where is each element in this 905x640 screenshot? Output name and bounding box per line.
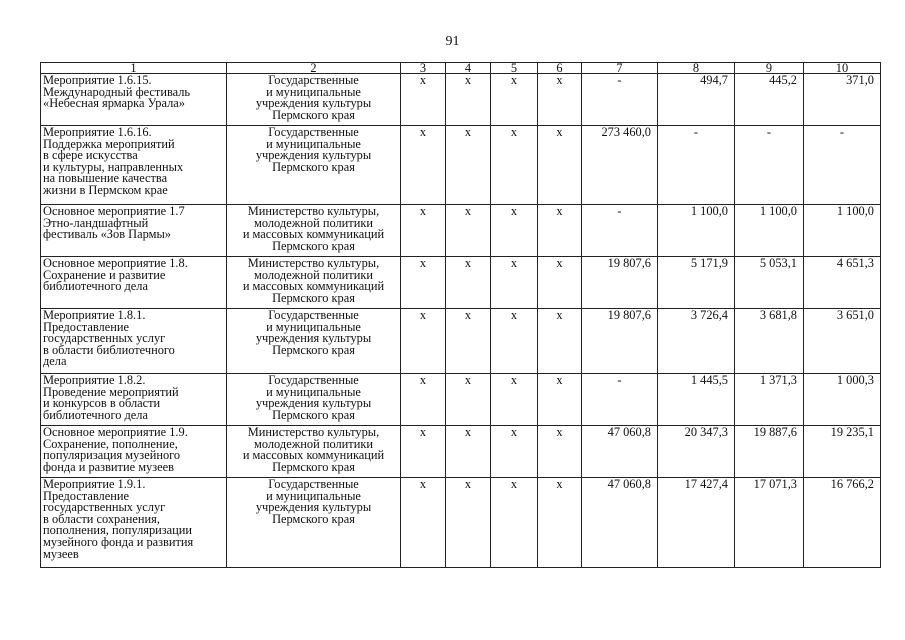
marker-cell: х bbox=[538, 74, 582, 126]
amount-cell: 19 887,6 bbox=[735, 426, 804, 478]
activity-name-cell bbox=[41, 426, 227, 478]
executor-line: Пермского края bbox=[272, 107, 355, 122]
marker-cell: х bbox=[538, 374, 582, 426]
executor-line: молодежной политики bbox=[254, 267, 373, 282]
executor-cell bbox=[227, 126, 401, 205]
activity-name-line: дела bbox=[43, 354, 67, 369]
amount-cell: 47 060,8 bbox=[582, 426, 658, 478]
executor-line: Государственные bbox=[268, 373, 359, 387]
activity-name-line: Мероприятие 1.9.1. bbox=[43, 477, 146, 491]
activity-name-line: фестиваль «Зов Пармы» bbox=[43, 227, 171, 242]
activity-name-cell bbox=[41, 205, 227, 257]
executor-line: Пермского края bbox=[272, 342, 355, 357]
marker-cell: х bbox=[538, 126, 582, 205]
executor-cell bbox=[227, 257, 401, 309]
budget-table bbox=[40, 62, 881, 568]
executor-line: и муниципальные bbox=[266, 84, 361, 99]
executor-line: Государственные bbox=[268, 125, 359, 139]
executor-cell bbox=[227, 374, 401, 426]
amount-cell: 3 681,8 bbox=[735, 309, 804, 374]
activity-name-line: государственных услуг bbox=[43, 500, 166, 515]
activity-name-line: Сохранение и развитие bbox=[43, 267, 166, 282]
activity-name-line: Сохранение, пополнение, bbox=[43, 436, 178, 451]
executor-line: Пермского края bbox=[272, 238, 355, 253]
executor-cell bbox=[227, 478, 401, 568]
executor-cell bbox=[227, 309, 401, 374]
activity-name-line: музеев bbox=[43, 546, 79, 561]
activity-name-line: на повышение качества bbox=[43, 171, 168, 186]
marker-cell: х bbox=[446, 426, 491, 478]
page-number: 91 bbox=[445, 34, 460, 49]
executor-line: и массовых коммуникаций bbox=[242, 448, 385, 463]
marker-cell: х bbox=[538, 205, 582, 257]
activity-name-line: Основное мероприятие 1.8. bbox=[43, 256, 188, 270]
column-header: 1 bbox=[41, 63, 227, 74]
table-row bbox=[41, 257, 881, 309]
executor-line: и массовых коммуникаций bbox=[242, 227, 385, 242]
marker-cell: х bbox=[401, 74, 446, 126]
amount-cell: 1 371,3 bbox=[735, 374, 804, 426]
column-header: 10 bbox=[804, 63, 881, 74]
table-row bbox=[41, 478, 881, 568]
amount-cell: 273 460,0 bbox=[582, 126, 658, 205]
amount-cell: 20 347,3 bbox=[658, 426, 735, 478]
activity-name-cell bbox=[41, 309, 227, 374]
amount-cell: - bbox=[735, 126, 804, 205]
activity-name-line: и конкурсов в области bbox=[43, 396, 161, 411]
table-row bbox=[41, 374, 881, 426]
activity-name-line: Основное мероприятие 1.7 bbox=[43, 204, 185, 218]
executor-line: молодежной политики bbox=[254, 215, 373, 230]
activity-name-line: государственных услуг bbox=[43, 331, 166, 346]
activity-name-line: в области библиотечного bbox=[43, 342, 175, 357]
marker-cell: х bbox=[538, 478, 582, 568]
table-row bbox=[41, 126, 881, 205]
executor-line: молодежной политики bbox=[254, 436, 373, 451]
executor-cell bbox=[227, 205, 401, 257]
activity-name-cell bbox=[41, 74, 227, 126]
marker-cell: х bbox=[491, 126, 538, 205]
marker-cell: х bbox=[401, 374, 446, 426]
column-header: 8 bbox=[658, 63, 735, 74]
column-header: 9 bbox=[735, 63, 804, 74]
marker-cell: х bbox=[491, 309, 538, 374]
activity-name-line: Этно-ландшафтный bbox=[43, 215, 149, 230]
marker-cell: х bbox=[491, 74, 538, 126]
activity-name-line: пополнения, популяризации bbox=[43, 523, 193, 538]
activity-name-line: Предоставление bbox=[43, 319, 129, 334]
executor-line: Министерство культуры, bbox=[247, 425, 380, 439]
executor-line: Государственные bbox=[268, 308, 359, 322]
column-header: 4 bbox=[446, 63, 491, 74]
activity-name-line: Мероприятие 1.6.15. bbox=[43, 73, 152, 87]
header-row bbox=[41, 63, 881, 74]
marker-cell: х bbox=[538, 426, 582, 478]
marker-cell: х bbox=[491, 478, 538, 568]
table-row bbox=[41, 74, 881, 126]
amount-cell: 494,7 bbox=[658, 74, 735, 126]
amount-cell: 445,2 bbox=[735, 74, 804, 126]
marker-cell: х bbox=[401, 126, 446, 205]
marker-cell: х bbox=[401, 478, 446, 568]
executor-line: Государственные bbox=[268, 73, 359, 87]
activity-name-line: жизни в Пермском крае bbox=[43, 182, 168, 197]
executor-line: учреждения культуры bbox=[255, 500, 372, 515]
amount-cell: 3 726,4 bbox=[658, 309, 735, 374]
activity-name-cell bbox=[41, 257, 227, 309]
amount-cell: 19 235,1 bbox=[804, 426, 881, 478]
executor-line: учреждения культуры bbox=[255, 148, 372, 163]
amount-cell: 1 100,0 bbox=[658, 205, 735, 257]
marker-cell: х bbox=[491, 374, 538, 426]
amount-cell: 17 427,4 bbox=[658, 478, 735, 568]
executor-line: и муниципальные bbox=[266, 488, 361, 503]
executor-line: и массовых коммуникаций bbox=[242, 279, 385, 294]
table-row bbox=[41, 426, 881, 478]
activity-name-line: Мероприятие 1.8.1. bbox=[43, 308, 146, 322]
amount-cell: - bbox=[582, 205, 658, 257]
column-header: 6 bbox=[538, 63, 582, 74]
marker-cell: х bbox=[401, 257, 446, 309]
amount-cell: 16 766,2 bbox=[804, 478, 881, 568]
amount-cell: - bbox=[582, 374, 658, 426]
activity-name-line: «Небесная ярмарка Урала» bbox=[43, 96, 185, 111]
marker-cell: х bbox=[446, 309, 491, 374]
activity-name-line: Проведение мероприятий bbox=[43, 384, 179, 399]
amount-cell: 1 100,0 bbox=[735, 205, 804, 257]
activity-name-line: Международный фестиваль bbox=[43, 84, 191, 99]
marker-cell: х bbox=[401, 426, 446, 478]
amount-cell: - bbox=[804, 126, 881, 205]
amount-cell: 19 807,6 bbox=[582, 309, 658, 374]
activity-name-line: Основное мероприятие 1.9. bbox=[43, 425, 188, 439]
table-row bbox=[41, 205, 881, 257]
amount-cell: 1 000,3 bbox=[804, 374, 881, 426]
activity-name-cell bbox=[41, 478, 227, 568]
activity-name-line: фонда и развитие музеев bbox=[43, 459, 174, 474]
table-row bbox=[41, 309, 881, 374]
executor-line: Пермского края bbox=[272, 159, 355, 174]
amount-cell: 47 060,8 bbox=[582, 478, 658, 568]
executor-line: Государственные bbox=[268, 477, 359, 491]
amount-cell: 4 651,3 bbox=[804, 257, 881, 309]
activity-name-line: библиотечного дела bbox=[43, 279, 148, 294]
executor-line: учреждения культуры bbox=[255, 396, 372, 411]
activity-name-line: Поддержка мероприятий bbox=[43, 136, 175, 151]
amount-cell: 3 651,0 bbox=[804, 309, 881, 374]
executor-line: Пермского края bbox=[272, 511, 355, 526]
marker-cell: х bbox=[538, 309, 582, 374]
table-body bbox=[41, 74, 881, 568]
activity-name-line: популяризация музейного bbox=[43, 448, 181, 463]
column-header: 3 bbox=[401, 63, 446, 74]
executor-line: и муниципальные bbox=[266, 319, 361, 334]
activity-name-line: Предоставление bbox=[43, 488, 129, 503]
activity-name-line: Мероприятие 1.6.16. bbox=[43, 125, 152, 139]
amount-cell: 19 807,6 bbox=[582, 257, 658, 309]
executor-cell bbox=[227, 426, 401, 478]
marker-cell: х bbox=[446, 205, 491, 257]
marker-cell: х bbox=[446, 478, 491, 568]
amount-cell: - bbox=[582, 74, 658, 126]
activity-name-cell bbox=[41, 374, 227, 426]
marker-cell: х bbox=[446, 126, 491, 205]
executor-line: Пермского края bbox=[272, 290, 355, 305]
executor-line: Пермского края bbox=[272, 459, 355, 474]
executor-cell bbox=[227, 74, 401, 126]
activity-name-line: музейного фонда и развития bbox=[43, 534, 194, 549]
amount-cell: 5 171,9 bbox=[658, 257, 735, 309]
executor-line: учреждения культуры bbox=[255, 96, 372, 111]
amount-cell: 5 053,1 bbox=[735, 257, 804, 309]
marker-cell: х bbox=[446, 257, 491, 309]
marker-cell: х bbox=[446, 374, 491, 426]
executor-line: Министерство культуры, bbox=[247, 256, 380, 270]
activity-name-line: Мероприятие 1.8.2. bbox=[43, 373, 146, 387]
executor-line: и муниципальные bbox=[266, 384, 361, 399]
marker-cell: х bbox=[538, 257, 582, 309]
amount-cell: 371,0 bbox=[804, 74, 881, 126]
marker-cell: х bbox=[491, 426, 538, 478]
marker-cell: х bbox=[401, 205, 446, 257]
marker-cell: х bbox=[491, 257, 538, 309]
amount-cell: - bbox=[658, 126, 735, 205]
amount-cell: 17 071,3 bbox=[735, 478, 804, 568]
activity-name-line: в области сохранения, bbox=[43, 511, 160, 526]
marker-cell: х bbox=[491, 205, 538, 257]
marker-cell: х bbox=[401, 309, 446, 374]
activity-name-line: в сфере искусства bbox=[43, 148, 138, 163]
amount-cell: 1 100,0 bbox=[804, 205, 881, 257]
marker-cell: х bbox=[446, 74, 491, 126]
executor-line: Министерство культуры, bbox=[247, 204, 380, 218]
activity-name-line: и культуры, направленных bbox=[43, 159, 184, 174]
column-header: 7 bbox=[582, 63, 658, 74]
activity-name-cell bbox=[41, 126, 227, 205]
column-header: 5 bbox=[491, 63, 538, 74]
amount-cell: 1 445,5 bbox=[658, 374, 735, 426]
executor-line: и муниципальные bbox=[266, 136, 361, 151]
activity-name-line: библиотечного дела bbox=[43, 407, 148, 422]
executor-line: учреждения культуры bbox=[255, 331, 372, 346]
column-header: 2 bbox=[227, 63, 401, 74]
executor-line: Пермского края bbox=[272, 407, 355, 422]
